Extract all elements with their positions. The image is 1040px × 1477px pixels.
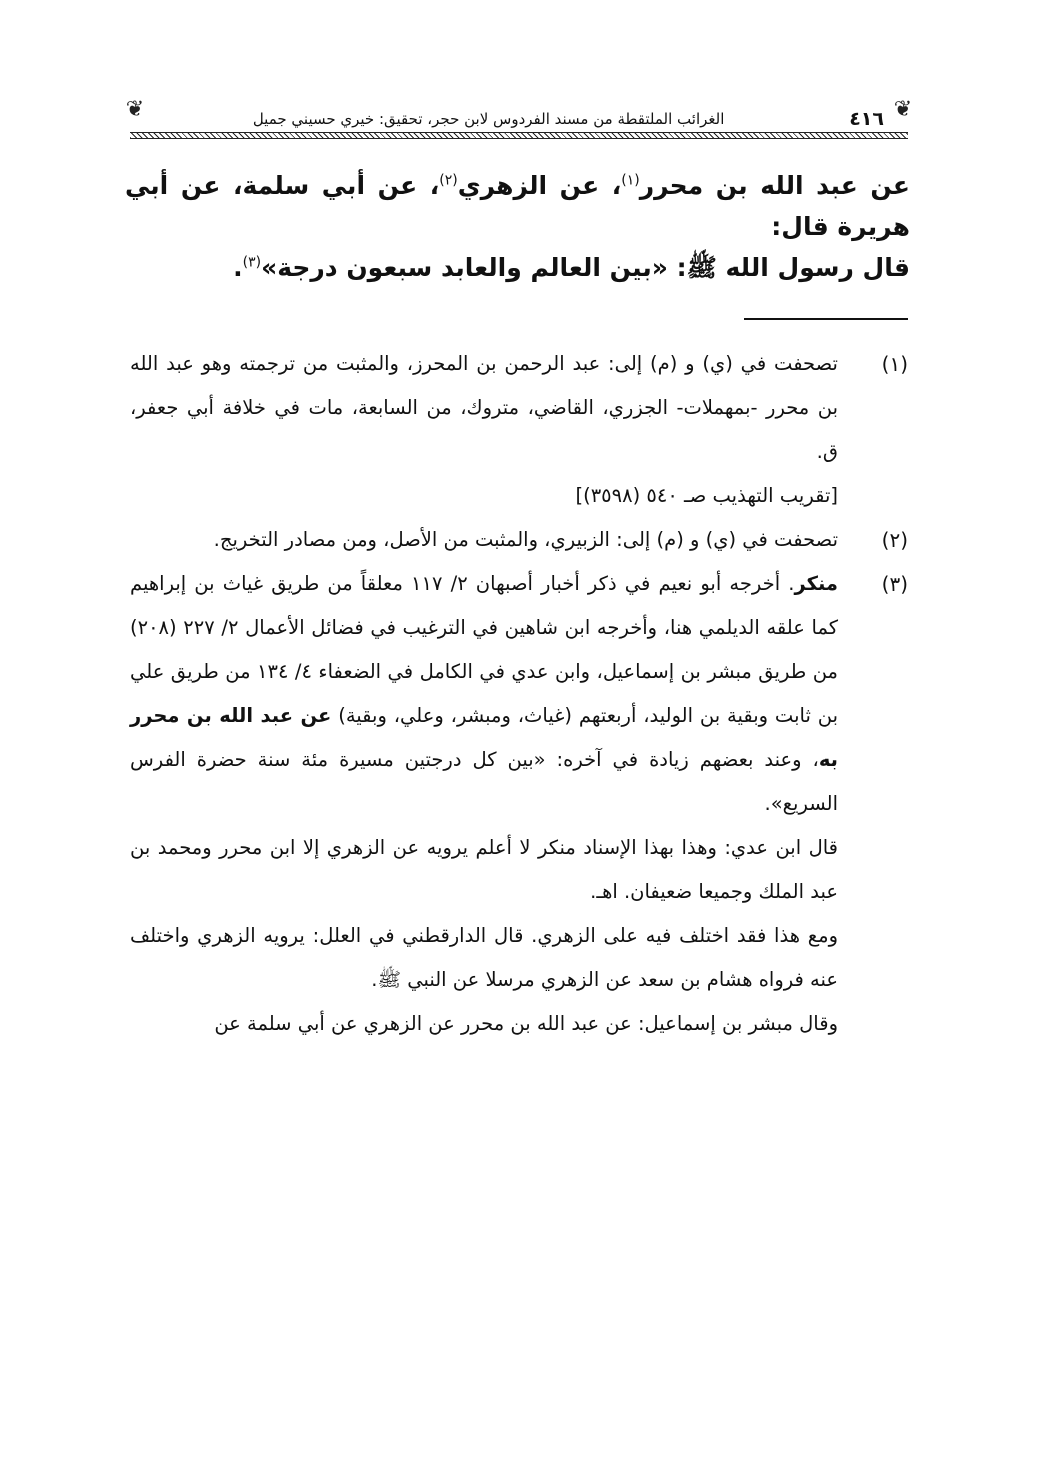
floral-ornament-icon: ❦ xyxy=(125,97,145,122)
footnote-reference: [تقريب التهذيب صـ ٥٤٠ (٣٥٩٨)] xyxy=(575,484,838,507)
text-segment: عن عبد الله بن محرر xyxy=(639,171,910,200)
footnote-number: (٣) xyxy=(881,572,908,596)
footnote-number: (٢) xyxy=(881,528,908,552)
bold-segment: عن عبد الله بن محرر به xyxy=(130,704,838,771)
main-text xyxy=(125,165,910,329)
text-segment: ، عن الزهري xyxy=(457,171,622,200)
text-segment: قال رسول الله ﷺ: «بين العالم والعابد سبعون درجة» xyxy=(261,253,910,282)
floral-ornament-icon: ❦ xyxy=(893,97,913,122)
header-divider xyxy=(130,132,908,139)
footnote-ref-1[interactable]: (١) xyxy=(621,172,640,189)
text-segment: ، وعند بعضهم زيادة في آخره: «بين كل درجتين مسيرة مئة سنة حضرة الفرس السريع». xyxy=(130,748,838,815)
hadith-chain-line xyxy=(125,165,910,247)
grading-label: منكر xyxy=(794,572,838,595)
footnote-paragraph: قال ابن عدي: وهذا بهذا الإسناد منكر لا أعلم يرويه عن الزهري إلا ابن محرر ومحمد بن عبد الملك وجميعا ضعيفان. اهـ. xyxy=(130,836,838,903)
footnote-separator xyxy=(744,318,908,320)
footnotes xyxy=(130,342,908,1046)
text-segment: . xyxy=(233,253,243,282)
footnote-ref-3[interactable]: (٣) xyxy=(242,254,262,271)
running-header xyxy=(125,97,913,130)
text-segment: . أخرجه أبو نعيم في ذكر أخبار أصبهان ٢/ ١١٧ معلقاً من طريق غياث بن إبراهيم كما علقه الديلمي هنا، وأخرجه ابن شاهين في الترغيب في فضائل الأعمال ٢/ ٢٢٧ (٢٠٨) من طريق مبشر بن إسماعيل، وابن عدي في الكامل في الضعفاء ٤/ ١٣٤ من طريق علي بن ثابت وبقية بن الوليد، أربعتهم (غياث، ومبشر، وعلي، وبقية) xyxy=(130,572,839,727)
footnote-paragraph: وقال مبشر بن إسماعيل: عن عبد الله بن محرر عن الزهري عن أبي سلمة عن xyxy=(214,1012,838,1035)
footnote-number: (١) xyxy=(881,352,908,376)
footnote-text: تصحفت في (ي) و (م) إلى: عبد الرحمن بن المحرز، والمثبت من ترجمته وهو عبد الله بن محرر -بمهملات- الجزري، القاضي، متروك، من السابعة، مات في خلافة أبي جعفر، ق. xyxy=(130,352,838,463)
footnote-3 xyxy=(130,562,908,826)
text-segment: ، عن أبي سلمة، عن أبي هريرة قال: xyxy=(125,171,910,241)
footnote-text xyxy=(130,562,838,826)
footnote-paragraph: ومع هذا فقد اختلف فيه على الزهري. قال الدارقطني في العلل: يرويه الزهري واختلف عنه فرواه هشام بن سعد عن الزهري مرسلا عن النبي ﷺ. xyxy=(130,924,838,991)
footnote-ref-2[interactable]: (٢) xyxy=(439,172,458,189)
hadith-text-line xyxy=(125,247,910,329)
footnote-text: تصحفت في (ي) و (م) إلى: الزبيري، والمثبت من الأصل، ومن مصادر التخريج. xyxy=(213,528,838,551)
footnote-2 xyxy=(130,518,908,562)
page-number: ٤١٦ xyxy=(849,108,884,130)
footnote-1 xyxy=(130,342,908,518)
book-title: الغرائب الملتقطة من مسند الفردوس لابن حجر، تحقيق: خيري حسيني جميل xyxy=(252,110,725,128)
